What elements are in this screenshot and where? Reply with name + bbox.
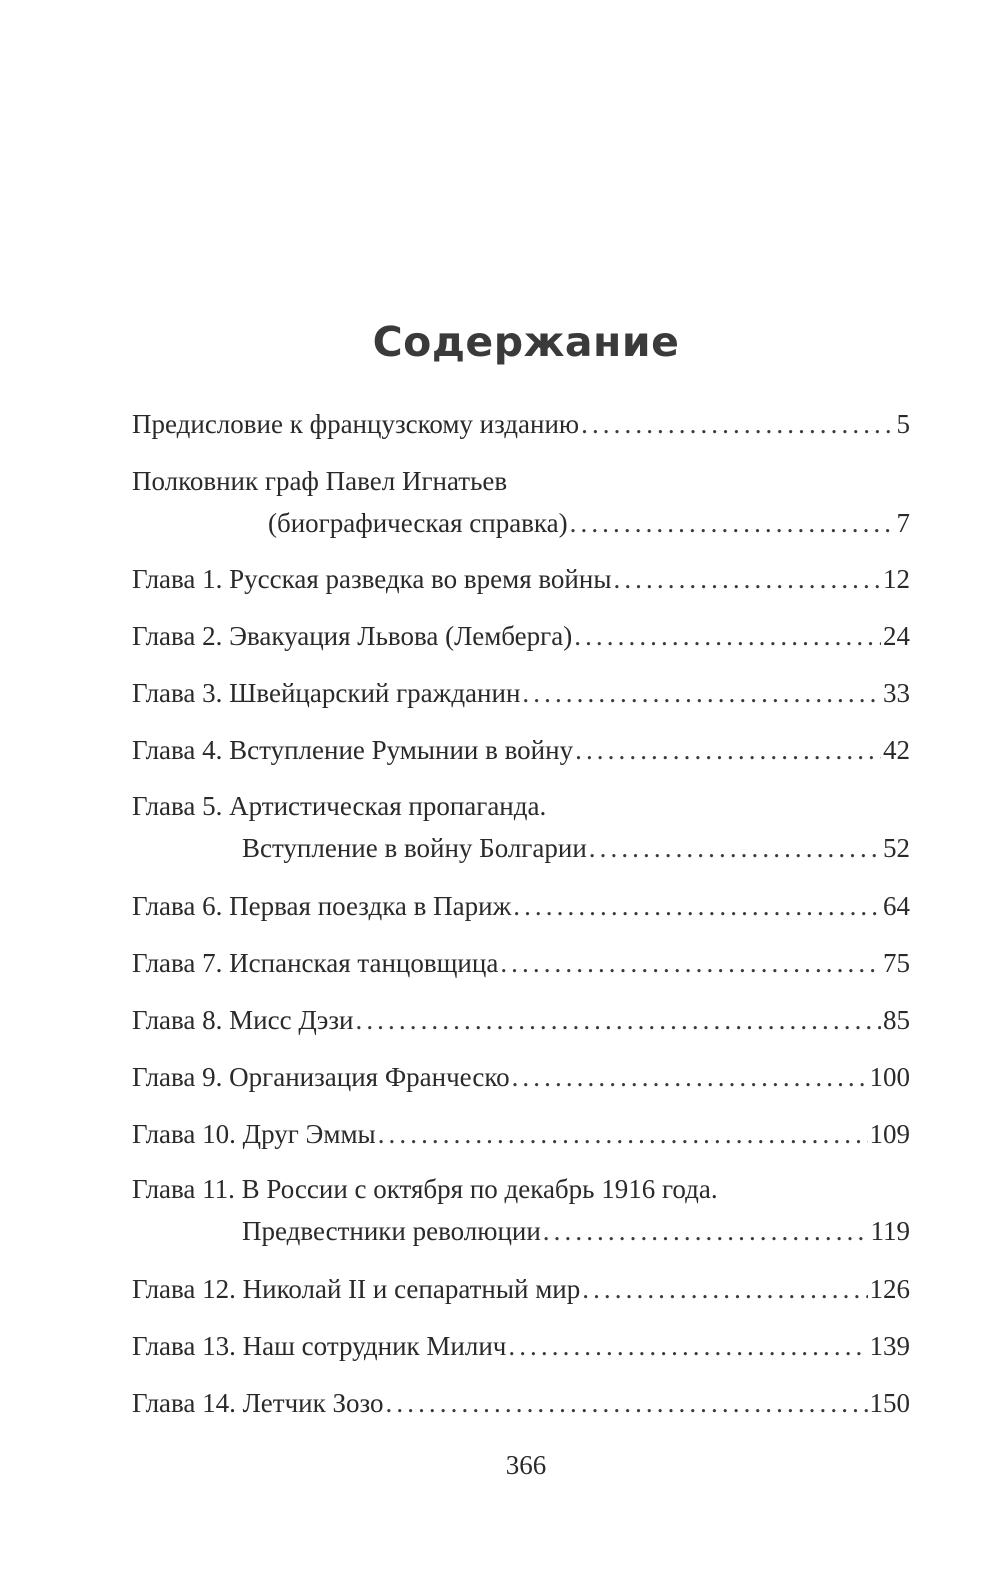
dot-leader: [508, 1325, 867, 1367]
toc-entry-chapter-9: [132, 1056, 910, 1098]
toc-entry-chapter-4: [132, 729, 910, 771]
dot-leader: [570, 502, 895, 544]
toc-page-number: 42: [883, 735, 910, 765]
dot-leader: [355, 999, 881, 1041]
toc-entry-chapter-13: [132, 1325, 910, 1367]
toc-entry-title: Глава 3. Швейцарский гражданин: [132, 678, 521, 708]
toc-page-number: 5: [896, 409, 910, 439]
toc-page-number: 7: [896, 508, 910, 538]
toc-entry-chapter-10: [132, 1113, 910, 1155]
toc-entry-title: Глава 14. Летчик Зозо: [132, 1388, 384, 1418]
toc-page-number: 85: [883, 1005, 910, 1035]
toc-page-number: 75: [883, 948, 910, 978]
toc-page-number: 24: [883, 621, 910, 651]
toc-entry-title: Глава 12. Николай II и сепаратный мир: [132, 1274, 581, 1304]
dot-leader: [512, 1056, 868, 1098]
toc-entry-chapter-12: [132, 1268, 910, 1310]
toc-entry-title: Глава 8. Мисс Дэзи: [132, 1005, 354, 1035]
toc-entry-title-continued: (биографическая справка): [268, 508, 568, 538]
dot-leader: [582, 1268, 867, 1310]
toc-entry-title: Глава 10. Друг Эммы: [132, 1119, 376, 1149]
toc-entry-title: Полковник граф Павел Игнатьев: [132, 466, 508, 496]
dot-leader: [589, 827, 881, 869]
dot-leader: [613, 558, 881, 600]
toc-entry-title: Глава 7. Испанская танцовщица: [132, 948, 499, 978]
toc-entry-title-continued: Вступление в войну Болгарии: [242, 833, 587, 863]
dot-leader: [522, 672, 881, 714]
page-title: Содержание: [372, 318, 680, 366]
toc-entry-chapter-5: [132, 785, 910, 869]
toc-page-number: 12: [883, 564, 910, 594]
toc-entry-title-continued: Предвестники революции: [242, 1216, 541, 1246]
toc-page-number: 139: [869, 1331, 910, 1361]
toc-page-number: 126: [869, 1274, 910, 1304]
toc-page-number: 100: [869, 1062, 910, 1092]
dot-leader: [574, 615, 881, 657]
toc-entry-chapter-2: [132, 615, 910, 657]
toc-entry-title: Глава 13. Наш сотрудник Милич: [132, 1331, 507, 1361]
page-number-footer: 366: [505, 1450, 547, 1480]
dot-leader: [500, 942, 881, 984]
toc-entry-chapter-6: [132, 885, 910, 927]
toc-entry-title: Глава 6. Первая поездка в Париж: [132, 891, 512, 921]
toc-entry-biography: [132, 460, 910, 544]
toc-page-number: 33: [883, 678, 910, 708]
toc-entry-chapter-14: [132, 1382, 910, 1424]
toc-entry-title: Глава 4. Вступление Румынии в войну: [132, 735, 574, 765]
toc-entry-title: Глава 1. Русская разведка во время войны: [132, 564, 612, 594]
toc-page-number: 119: [870, 1216, 910, 1246]
dot-leader: [581, 403, 894, 445]
toc-page-number: 64: [883, 891, 910, 921]
toc-entry-chapter-7: [132, 942, 910, 984]
toc-entry-title: Глава 9. Организация Франческо: [132, 1062, 510, 1092]
toc-entry-chapter-1: [132, 558, 910, 600]
dot-leader: [575, 729, 881, 771]
dot-leader: [386, 1382, 868, 1424]
toc-entry-chapter-11: [132, 1168, 910, 1252]
toc-entry-chapter-3: [132, 672, 910, 714]
toc-entry-title: Предисловие к французскому изданию: [132, 409, 580, 439]
toc-entry-chapter-8: [132, 999, 910, 1041]
dot-leader: [378, 1113, 868, 1155]
dot-leader: [543, 1210, 869, 1252]
toc-entry-title: Глава 11. В России с октября по декабрь 1916 года.: [132, 1174, 718, 1204]
toc-page-number: 150: [869, 1388, 910, 1418]
toc-entry-preface: [132, 403, 910, 445]
toc-entry-title: Глава 2. Эвакуация Львова (Лемберга): [132, 621, 573, 651]
toc-entry-title: Глава 5. Артистическая пропаганда.: [132, 791, 547, 821]
toc-page-number: 52: [883, 833, 910, 863]
toc-page-number: 109: [869, 1119, 910, 1149]
dot-leader: [513, 885, 881, 927]
